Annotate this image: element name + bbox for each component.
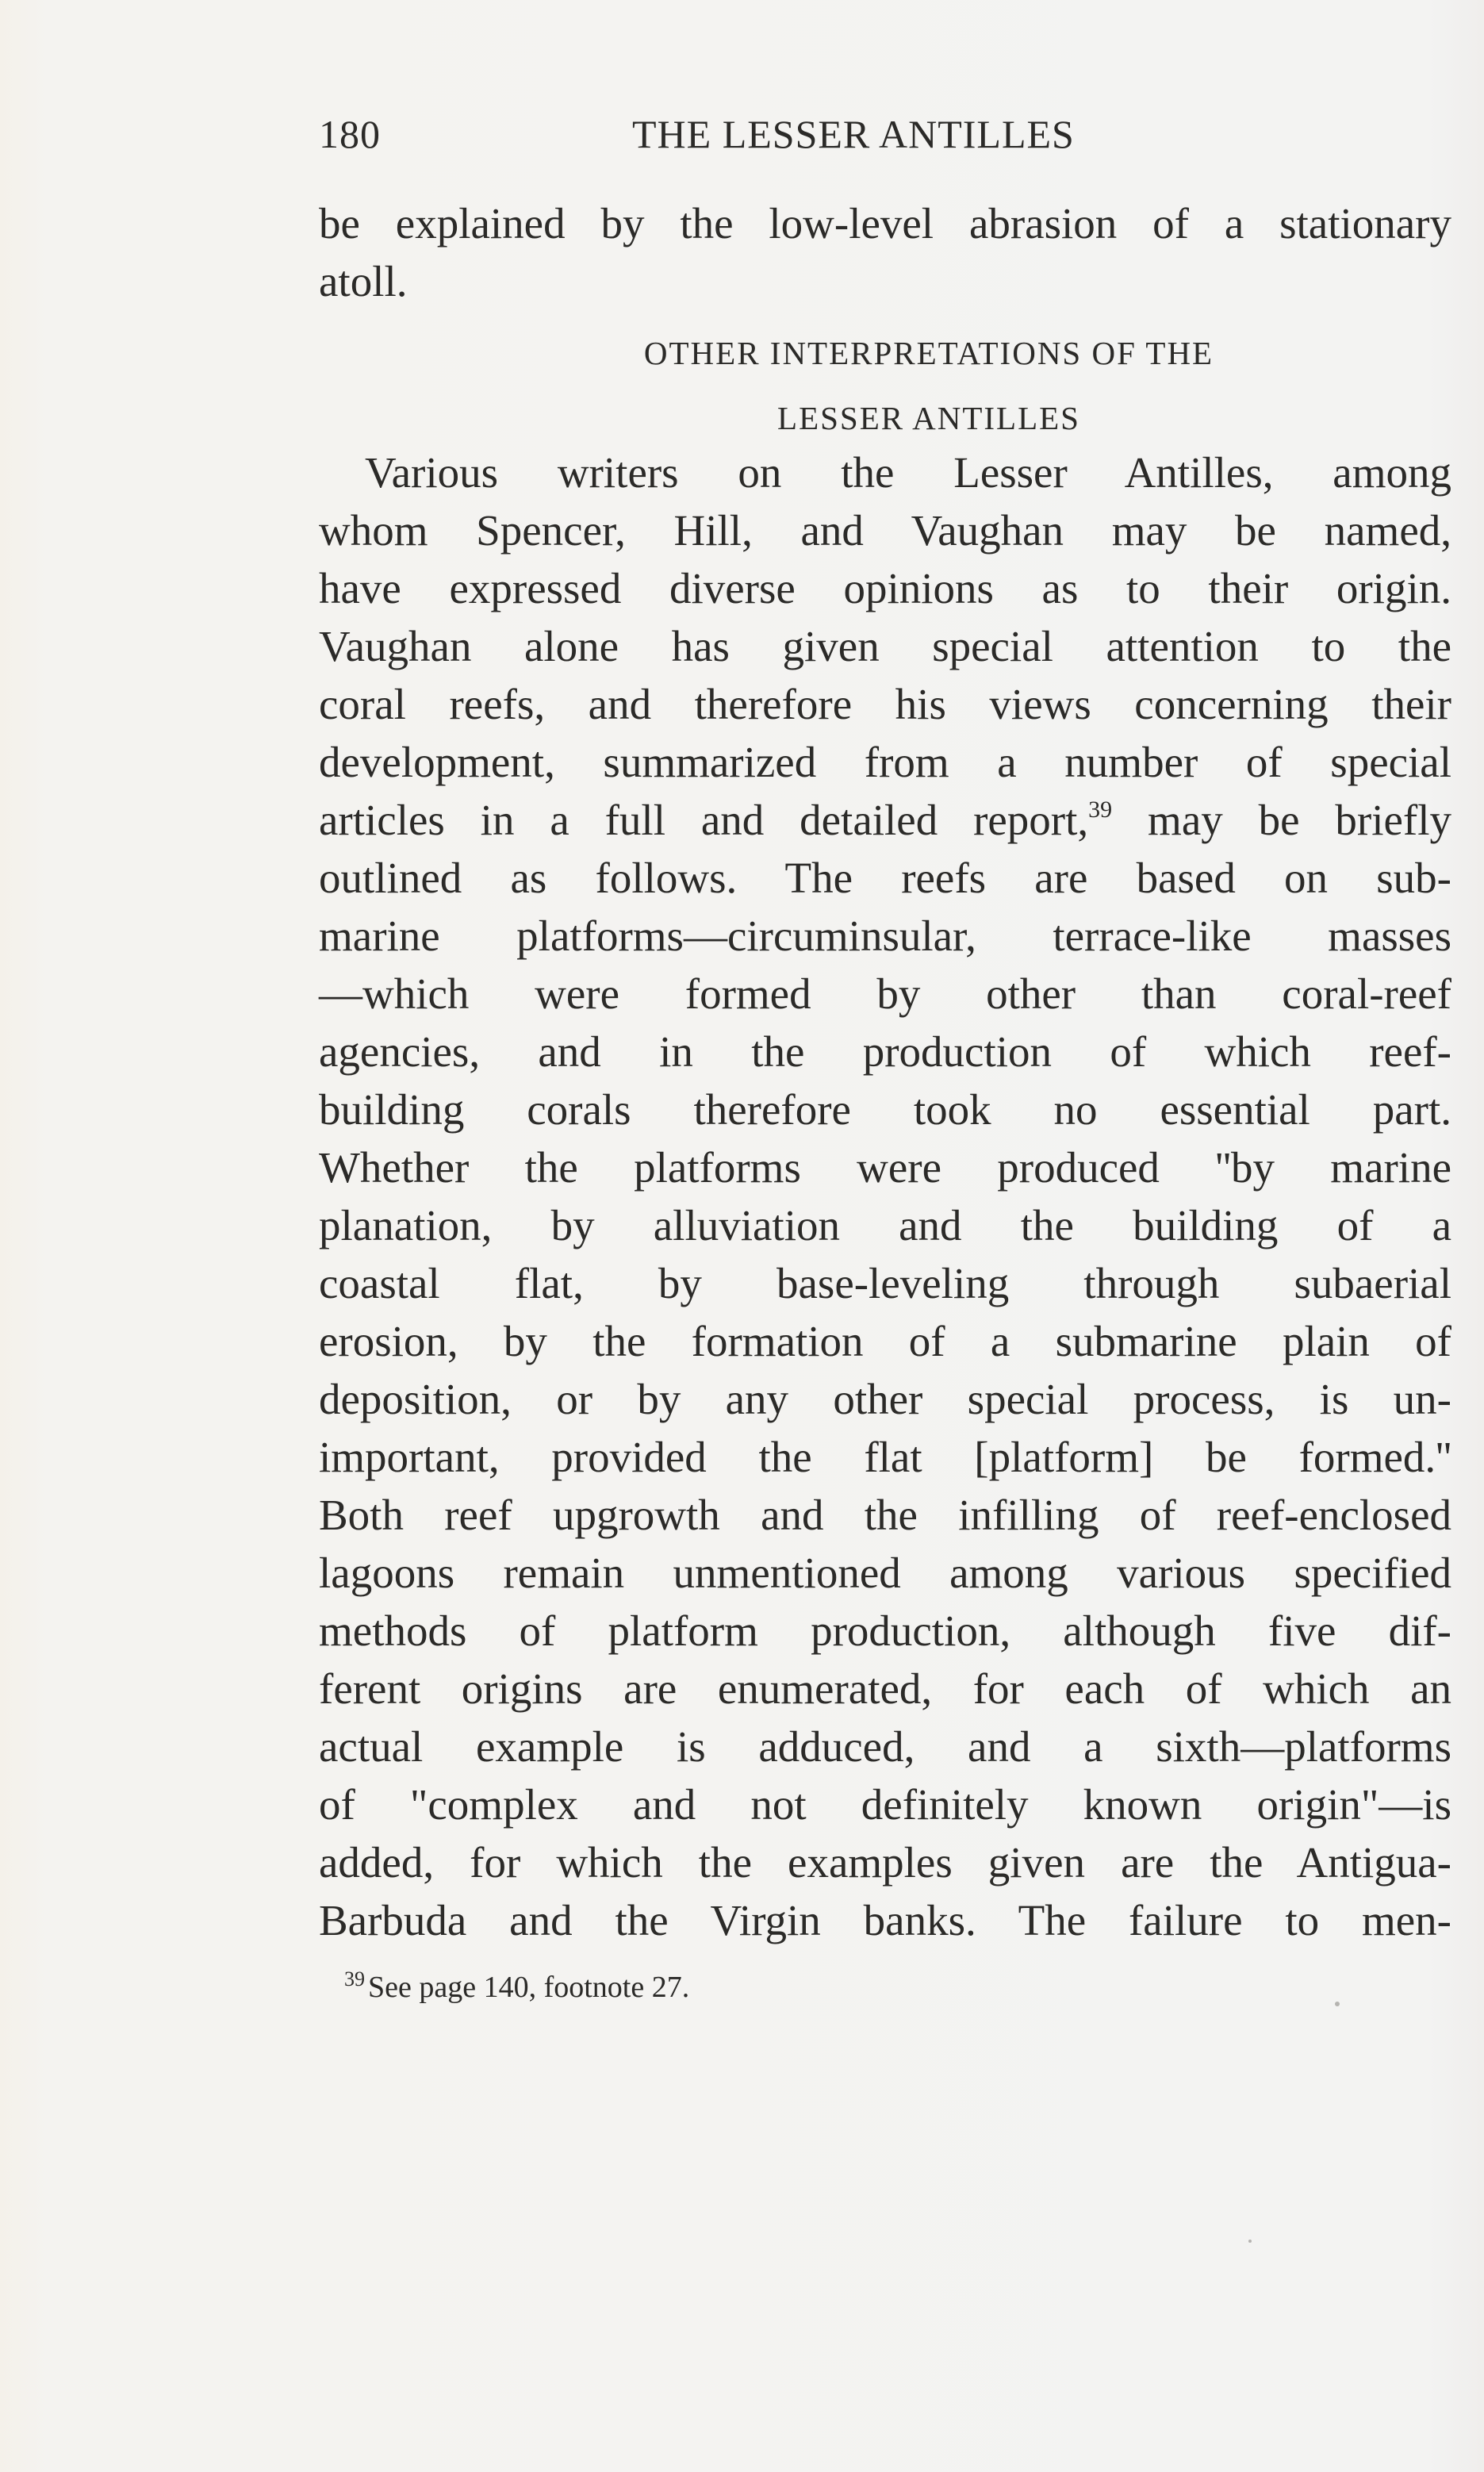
section-heading-line-1: OTHER INTERPRETATIONS OF THE <box>643 335 1214 371</box>
body-text <box>319 194 1451 1949</box>
text-line: development, summarized from a number of special <box>319 738 1451 786</box>
paper-speck <box>1335 2002 1340 2006</box>
text-line: methods of platform production, although five dif- <box>319 1606 1451 1655</box>
text-line: erosion, by the formation of a submarine plain of <box>319 1317 1451 1365</box>
footnote <box>319 1960 1451 2007</box>
text-line: ferent origins are enumerated, for each of which an <box>319 1664 1451 1713</box>
footnote-reference: 39 <box>1088 796 1113 823</box>
running-title: THE LESSER ANTILLES <box>632 112 1075 156</box>
text-line: actual example is adduced, and a sixth—platforms <box>319 1722 1451 1771</box>
text-line: lagoons remain unmentioned among various specified <box>319 1549 1451 1597</box>
text-line: added, for which the examples given are the Antigua- <box>319 1838 1451 1887</box>
text-line: Barbuda and the Virgin banks. The failure to men- <box>319 1896 1451 1944</box>
text-line: deposition, or by any other special process, is un- <box>319 1375 1451 1423</box>
text-line: building corals therefore took no essential part. <box>319 1085 1451 1134</box>
text-line: Whether the platforms were produced ''by marine <box>319 1143 1451 1192</box>
text-line: Both reef upgrowth and the infilling of reef-enclosed <box>319 1491 1451 1539</box>
text-line: coastal flat, by base-leveling through subaerial <box>319 1259 1451 1307</box>
text-line: planation, by alluviation and the building of a <box>319 1201 1451 1249</box>
footnote-text: See page 140, footnote 27. <box>368 1971 690 2004</box>
text-line: Various writers on the Lesser Antilles, among <box>365 448 1451 497</box>
running-head <box>319 111 1451 167</box>
section-heading-line-2: LESSER ANTILLES <box>777 400 1080 436</box>
text-line: whom Spencer, Hill, and Vaughan may be named, <box>319 506 1451 555</box>
text-line-part: may be briefly <box>1112 796 1451 844</box>
text-line: —which were formed by other than coral-reef <box>319 969 1451 1018</box>
footnote-number: 39 <box>344 1967 365 1990</box>
text-line: have expressed diverse opinions as to their origin. <box>319 564 1451 612</box>
page-number: 180 <box>319 112 381 156</box>
text-line-with-footnote-ref <box>319 791 1451 849</box>
text-line: be explained by the low-level abrasion of a stationary <box>319 199 1451 248</box>
paper-speck <box>1248 2240 1252 2243</box>
text-line: Vaughan alone has given special attention to the <box>319 622 1451 670</box>
text-line: atoll. <box>319 257 408 305</box>
text-line: agencies, and in the production of which reef- <box>319 1027 1451 1076</box>
text-line: outlined as follows. The reefs are based on sub- <box>319 854 1451 902</box>
text-line: of "complex and not definitely known origin"—is <box>319 1780 1451 1829</box>
text-line: marine platforms—circuminsular, terrace-like masses <box>319 912 1451 960</box>
text-line-part: articles in a full and detailed report, <box>319 796 1089 844</box>
text-line: important, provided the flat [platform] be formed.'' <box>319 1433 1451 1481</box>
text-line: coral reefs, and therefore his views concerning their <box>319 680 1451 728</box>
